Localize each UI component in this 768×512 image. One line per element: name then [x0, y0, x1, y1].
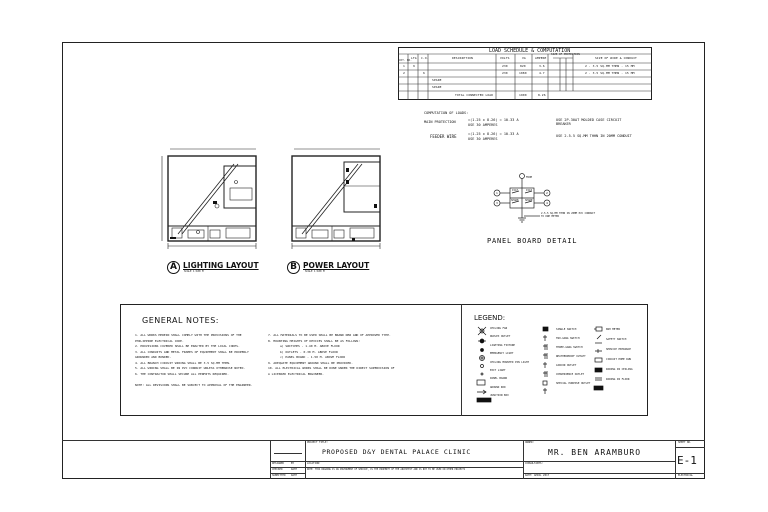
- tb-side-designed-label: DESIGNED: [272, 462, 285, 465]
- row4-desc: SPARE: [432, 85, 442, 89]
- note-revision: NOTE: ALL REVISIONS SHALL BE SUBJECT TO APPROVAL OF THE ENGINEER.: [135, 383, 253, 387]
- legend-item: CEILING MOUNTED PIN LIGHT: [490, 360, 530, 364]
- circuit-number-4: 4: [546, 201, 548, 205]
- header-ckt: CKT. NO.: [399, 59, 412, 62]
- note-7: 7. ALL MATERIALS TO BE USED SHALL BE BRAND NEW AND OF APPROVED TYPE.: [268, 333, 391, 337]
- header-va: VA: [522, 56, 526, 60]
- consultants-label: CONSULTANTS:: [525, 462, 544, 465]
- row2-amp: 4.7: [539, 71, 545, 75]
- legend-title: LEGEND:: [474, 314, 506, 322]
- power-layout-title: POWER LAYOUT: [303, 261, 370, 270]
- owner-label: OWNER:: [525, 441, 535, 444]
- load-schedule-title: LOAD SCHEDULE & COMPUTATION: [489, 48, 571, 54]
- title-block-top-line: [62, 440, 705, 441]
- general-notes-left: [135, 333, 260, 389]
- legend-item: CEILING FAN: [490, 327, 508, 330]
- panel-board-diagram: [490, 172, 580, 242]
- general-notes-right: [268, 333, 398, 377]
- breaker-label-2: 15AT: [526, 189, 533, 192]
- tb-signature-line: [274, 453, 302, 454]
- legend-item: EMERGENCY LIGHT: [490, 352, 514, 356]
- row2-ckt: 2: [403, 71, 405, 75]
- location-label: LOCATION:: [307, 462, 321, 465]
- legend-col-3: [606, 325, 644, 385]
- computation-title: COMPUTATION OF LOADS:: [424, 111, 469, 115]
- row2-va: 1080: [519, 71, 527, 75]
- lighting-layout-plan: [158, 146, 264, 258]
- lighting-layout-title: LIGHTING LAYOUT: [183, 261, 259, 270]
- legend-col-1: [490, 325, 545, 401]
- note-9: 9. ADEQUATE EQUIPMENT GROUND SHALL BE PROVIDED.: [268, 360, 353, 365]
- row1-volts: 230: [502, 64, 508, 68]
- general-notes-title: GENERAL NOTES:: [142, 316, 219, 325]
- feeder-wire-result: USE 30 AMPERES: [468, 137, 498, 141]
- total-amp: 8.26: [538, 93, 546, 97]
- tb-hline-6: [523, 461, 675, 462]
- legend-item: AIRCON OUTLET: [556, 364, 577, 367]
- note-8b: b) OUTLETS - 0.30 M. ABOVE FLOOR: [280, 349, 338, 354]
- header-co: C.O.: [421, 56, 429, 60]
- feeder-wire-formula: =(1.25 x 8.26) = 10.33 A: [468, 132, 519, 136]
- header-ltg: LTG: [411, 56, 417, 60]
- power-layout-marker: [287, 261, 300, 274]
- note-5: 5. ALL WIRING SHALL BE IN PVC CONDUIT UNLESS OTHERWISE NOTED.: [135, 366, 246, 370]
- panel-main-label: FROM: [526, 176, 533, 179]
- legend-item: SINGLE SWITCH: [556, 328, 577, 331]
- tb-side-submitted-value: DATE: [291, 474, 298, 477]
- row2-co: 6: [423, 71, 425, 75]
- lighting-layout-marker: [167, 261, 180, 274]
- tb-side-checked-value: DATE: [291, 468, 298, 471]
- legend-item: GROUND ROD: [490, 385, 506, 389]
- header-ampere: AMPERE: [535, 56, 547, 60]
- legend-item: SPECIAL PURPOSE OUTLET: [556, 382, 591, 385]
- note-4: 4. ALL BRANCH CIRCUIT WIRING SHALL BE 3.5 SQ.MM THHN.: [135, 360, 231, 365]
- date-label: DATE: APRIL 2017: [525, 474, 550, 477]
- legend-item: SAFETY SWITCH: [606, 338, 627, 341]
- breaker-label-4: SPARE: [525, 199, 533, 202]
- tb-divider-2: [305, 440, 306, 479]
- circuit-number-3: 3: [496, 201, 498, 205]
- legend-item: CONVENIENCE OUTLET: [556, 373, 585, 376]
- legend-item: CIRCUIT HOME RUN: [606, 358, 631, 361]
- feeder-wire-note: USE 2-5.5 SQ.MM THHN IN 20MM CONDUIT: [556, 134, 632, 138]
- main-protection-result: USE 30 AMPERES: [468, 123, 498, 127]
- tb-hline-8: [675, 447, 705, 448]
- notes-legend-divider: [461, 304, 462, 416]
- legend-col-2: [556, 325, 598, 388]
- header-description: DESCRIPTION: [452, 56, 473, 60]
- title-block-note: NOTE: THIS DRAWING IS AN INSTRUMENT OF SERVICE, IS THE PROPERTY OF THE ARCHITECT AND IS NOT TO BE USED ON OTHER PROJECTS: [307, 468, 466, 471]
- legend-item: LIGHTING FIXTURE: [490, 343, 515, 347]
- note-8a: a) SWITCHES - 1.40 M. ABOVE FLOOR: [280, 344, 340, 348]
- sheet-number: E-1: [677, 454, 697, 467]
- note-8c: c) PANEL BOARD - 1.50 M. ABOVE FLOOR: [280, 355, 346, 359]
- legend-item: SERVICE ENTRANCE: [606, 348, 631, 351]
- project-title-label: PROJECT TITLE:: [307, 441, 329, 444]
- row1-wire: 2 - 3.5 SQ.MM THHN - 15 MM: [585, 64, 635, 68]
- legend-item: DUPLEX OUTLET: [490, 335, 511, 339]
- circuit-number-1: 1: [496, 191, 498, 195]
- panel-board-title: PANEL BOARD DETAIL: [487, 237, 578, 245]
- legend-item: TWO-GANG SWITCH: [556, 337, 580, 340]
- total-label: TOTAL CONNECTED LOAD: [455, 93, 494, 97]
- legend-item: PANEL BOARD: [490, 377, 508, 381]
- lighting-layout-scale: SCALE 1:100 M: [184, 270, 204, 273]
- legend-item: THREE-GANG SWITCH: [556, 346, 583, 349]
- row1-va: 820: [520, 64, 526, 68]
- feeder-wire-label: FEEDER WIRE: [430, 134, 457, 139]
- header-protection: SIZE OF PROTECTION: [551, 53, 580, 56]
- main-protection-formula: =(1.25 x 8.26) = 10.33 A: [468, 118, 519, 122]
- sheet-no-label: SHEET NO.: [678, 441, 692, 444]
- power-layout-plan: [282, 146, 388, 258]
- main-protection-note: USE 2P-30AT MOLDED CASE CIRCUIT BREAKER: [556, 118, 622, 126]
- circuit-number-2: 2: [546, 191, 548, 195]
- main-protection-label: MAIN PROTECTION: [424, 120, 456, 124]
- legend-item: WEATHERPROOF OUTLET: [556, 355, 586, 358]
- note-3: 3. ALL CONDUITS AND METAL FRAMES OF EQUIPMENT SHALL BE PROPERLY GROUNDED AND BONDED.: [135, 349, 249, 359]
- header-volts: VOLTS: [500, 56, 510, 60]
- note-8: 8. MOUNTING HEIGHTS OF DEVICES SHALL BE AS FOLLOWS:: [268, 338, 361, 343]
- project-title: PROPOSED D&Y DENTAL PALACE CLINIC: [322, 448, 471, 456]
- note-6: 6. THE CONTRACTOR SHALL SECURE ALL PERMITS REQUIRED.: [135, 371, 229, 376]
- lighting-layout-letter: A: [170, 262, 177, 272]
- row1-ltg: 9: [413, 64, 415, 68]
- row1-amp: 3.6: [539, 64, 545, 68]
- tb-side-checked-label: CHECKED: [272, 468, 283, 471]
- sheet-type: ELECTRICAL: [678, 474, 694, 477]
- header-wire: SIZE OF WIRE & CONDUIT: [595, 56, 637, 60]
- total-va: 1900: [519, 93, 527, 97]
- row2-volts: 230: [502, 71, 508, 75]
- tb-side-submitted-label: SUBMITTED: [272, 474, 286, 477]
- row3-desc: SPARE: [432, 78, 442, 82]
- panel-feeder-note: 2-5.5 SQ.MM THHN IN 20MM PVC CONDUIT TO KWH METER: [541, 212, 596, 218]
- note-1: 1. ALL WORKS HEREIN SHALL COMPLY WITH THE PROVISIONS OF THE PHILIPPINE ELECTRICAL CODE.: [135, 333, 242, 343]
- power-layout-letter: B: [290, 262, 297, 272]
- legend-item: JUNCTION BOX: [490, 394, 509, 398]
- power-layout-scale: SCALE 1:100 M: [305, 270, 325, 273]
- row2-wire: 2 - 3.5 SQ.MM THHN - 15 MM: [585, 71, 635, 75]
- legend-item: KWH METER: [606, 328, 621, 331]
- legend-item: WIRING IN CEILING: [606, 368, 633, 371]
- legend-item: EXIT LIGHT: [490, 369, 506, 373]
- tb-side-designed-value: BY: [291, 462, 295, 465]
- tb-hline-4: [305, 461, 523, 462]
- breaker-label-1: 15AT: [512, 189, 519, 192]
- note-2: 2. PROVISIONS COVERED SHALL BE ENACTED BY THE LOCAL CODES.: [135, 344, 240, 348]
- row1-ckt: 1: [403, 64, 405, 68]
- legend-item: WIRING IN FLOOR: [606, 378, 630, 381]
- note-10: 10. ALL ELECTRICAL WORKS SHALL BE DONE UNDER THE DIRECT SUPERVISION OF A LICENSED ELECTRICAL ENGINEER.: [268, 366, 395, 376]
- owner-name: MR. BEN ARAMBURO: [548, 448, 642, 457]
- breaker-label-3: SPARE: [511, 199, 519, 202]
